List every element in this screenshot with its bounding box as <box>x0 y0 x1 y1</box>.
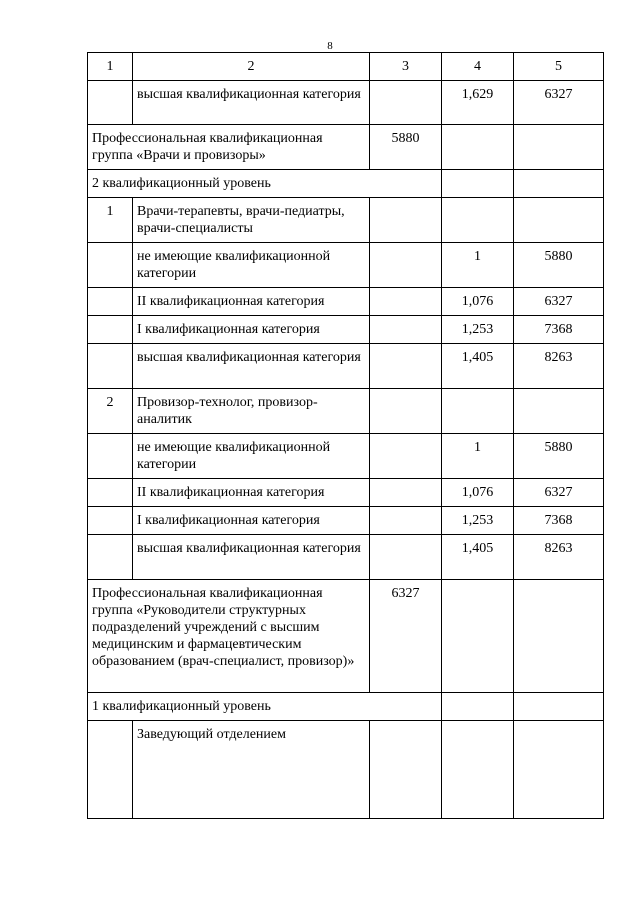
base-salary-cell <box>370 81 442 125</box>
salary-cell: 6327 <box>514 479 604 507</box>
base-salary-cell <box>370 389 442 434</box>
row-number-cell: 1 <box>88 198 133 243</box>
salary-cell: 8263 <box>514 344 604 389</box>
position-cell: I квалификационная категория <box>133 507 370 535</box>
coefficient-cell: 1,253 <box>442 316 514 344</box>
header-cell-5: 5 <box>514 53 604 81</box>
row-number-cell <box>88 434 133 479</box>
salary-cell: 5880 <box>514 434 604 479</box>
coefficient-cell <box>442 693 514 721</box>
position-cell: высшая квалификационная категория <box>133 81 370 125</box>
coefficient-cell: 1 <box>442 243 514 288</box>
base-salary-cell <box>370 198 442 243</box>
row-number-cell <box>88 288 133 316</box>
coefficient-cell: 1,629 <box>442 81 514 125</box>
base-salary-cell: 6327 <box>370 580 442 693</box>
coefficient-cell <box>442 580 514 693</box>
position-cell: II квалификационная категория <box>133 288 370 316</box>
coefficient-cell: 1 <box>442 434 514 479</box>
level-title-cell: 1 квалификационный уровень <box>88 693 442 721</box>
row-number-cell: 2 <box>88 389 133 434</box>
base-salary-cell <box>370 243 442 288</box>
salary-cell: 8263 <box>514 535 604 580</box>
row-number-cell <box>88 316 133 344</box>
table-row <box>88 243 604 288</box>
row-number-cell <box>88 535 133 580</box>
salary-cell: 6327 <box>514 288 604 316</box>
position-cell: высшая квалификационная категория <box>133 344 370 389</box>
row-number-cell <box>88 344 133 389</box>
table-row <box>88 316 604 344</box>
base-salary-cell <box>370 479 442 507</box>
table-row <box>88 125 604 170</box>
salary-cell <box>514 721 604 819</box>
position-cell: Провизор-технолог, провизор-аналитик <box>133 389 370 434</box>
salary-cell: 6327 <box>514 81 604 125</box>
position-cell: II квалификационная категория <box>133 479 370 507</box>
table-row <box>88 344 604 389</box>
table-row <box>88 389 604 434</box>
coefficient-cell: 1,076 <box>442 479 514 507</box>
salary-cell <box>514 693 604 721</box>
salary-cell <box>514 580 604 693</box>
table-row <box>88 198 604 243</box>
coefficient-cell <box>442 389 514 434</box>
table-row <box>88 479 604 507</box>
position-cell: I квалификационная категория <box>133 316 370 344</box>
salary-cell <box>514 389 604 434</box>
row-number-cell <box>88 721 133 819</box>
position-cell: не имеющие квалификационной категории <box>133 243 370 288</box>
header-row <box>88 53 604 81</box>
base-salary-cell <box>370 535 442 580</box>
position-cell: не имеющие квалификационной категории <box>133 434 370 479</box>
salary-cell: 5880 <box>514 243 604 288</box>
coefficient-cell <box>442 721 514 819</box>
table-row <box>88 81 604 125</box>
coefficient-cell <box>442 198 514 243</box>
salary-table <box>87 52 604 819</box>
table-row <box>88 434 604 479</box>
table-row <box>88 721 604 819</box>
coefficient-cell: 1,076 <box>442 288 514 316</box>
row-number-cell <box>88 81 133 125</box>
base-salary-cell <box>370 288 442 316</box>
table-row <box>88 535 604 580</box>
coefficient-cell <box>442 125 514 170</box>
coefficient-cell: 1,253 <box>442 507 514 535</box>
base-salary-cell <box>370 344 442 389</box>
base-salary-cell: 5880 <box>370 125 442 170</box>
base-salary-cell <box>370 316 442 344</box>
header-cell-2: 2 <box>133 53 370 81</box>
base-salary-cell <box>370 721 442 819</box>
position-cell: высшая квалификационная категория <box>133 535 370 580</box>
salary-cell <box>514 198 604 243</box>
row-number-cell <box>88 507 133 535</box>
table-row <box>88 693 604 721</box>
position-cell: Врачи-терапевты, врачи-педиатры, врачи-специалисты <box>133 198 370 243</box>
coefficient-cell: 1,405 <box>442 344 514 389</box>
page-number: 8 <box>327 40 333 52</box>
row-number-cell <box>88 479 133 507</box>
salary-cell <box>514 170 604 198</box>
group-title-cell: Профессиональная квалификационная группа «Руководители структурных подразделений учреждений с высшим медицинским и фармацевтическим образованием (врач-специалист, провизор)» <box>88 580 370 693</box>
base-salary-cell <box>370 507 442 535</box>
table-row <box>88 288 604 316</box>
table-row <box>88 580 604 693</box>
salary-cell <box>514 125 604 170</box>
group-title-cell: Профессиональная квалификационная группа «Врачи и провизоры» <box>88 125 370 170</box>
level-title-cell: 2 квалификационный уровень <box>88 170 442 198</box>
coefficient-cell <box>442 170 514 198</box>
header-cell-3: 3 <box>370 53 442 81</box>
row-number-cell <box>88 243 133 288</box>
table-row <box>88 170 604 198</box>
salary-cell: 7368 <box>514 507 604 535</box>
header-cell-4: 4 <box>442 53 514 81</box>
position-cell: Заведующий отделением <box>133 721 370 819</box>
header-cell-1: 1 <box>88 53 133 81</box>
coefficient-cell: 1,405 <box>442 535 514 580</box>
table-row <box>88 507 604 535</box>
salary-cell: 7368 <box>514 316 604 344</box>
base-salary-cell <box>370 434 442 479</box>
